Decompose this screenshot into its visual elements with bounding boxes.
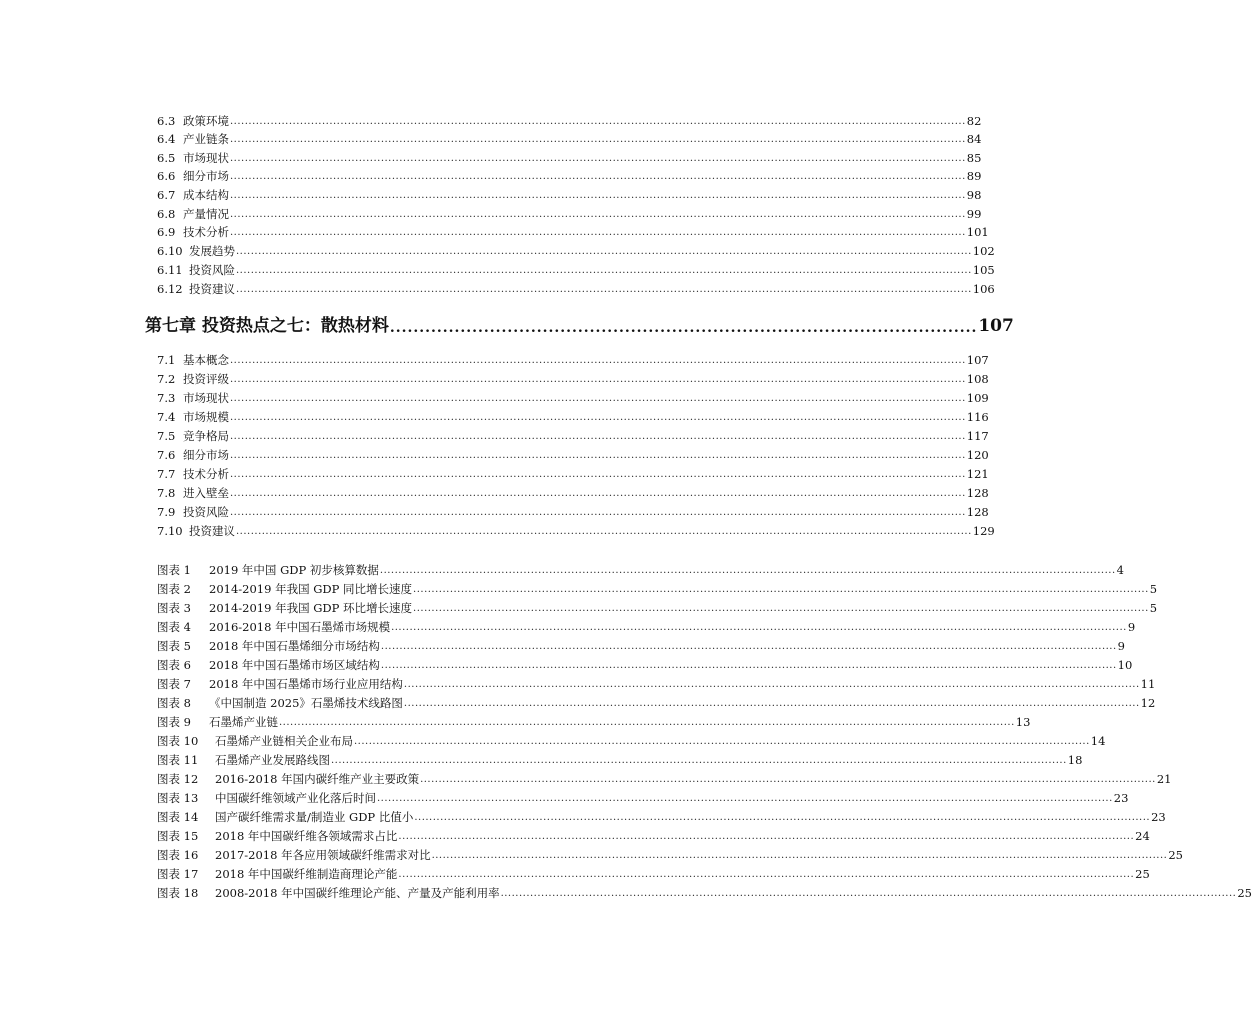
toc-page-number: 99 — [966, 207, 982, 221]
toc-page-number: 105 — [972, 263, 995, 277]
toc-leader-dots: ........................................................................................................................................................................................................ — [230, 209, 966, 220]
toc-entry-7-4[interactable] — [157, 407, 989, 425]
toc-leader-dots: ........................................................................................................................................................................................................ — [236, 246, 972, 257]
toc-page-number: 25 — [1168, 848, 1183, 862]
toc-page-number: 4 — [1116, 563, 1124, 577]
toc-leader-dots: ........................................................................................................................................................................................................ — [236, 284, 972, 295]
toc-leader-dots: ........................................................................................................................................................................................................ — [230, 355, 966, 366]
toc-page-number: 25 — [1135, 867, 1150, 881]
toc-entry-label: 6.8 产量情况 — [157, 207, 229, 221]
toc-leader-dots: ........................................................................................................................................................................................................ — [403, 679, 1140, 690]
figure-entry-label: 图表 3 2014-2019 年我国 GDP 环比增长速度 — [157, 601, 413, 615]
toc-leader-dots: ........................................................................................................................................................................................................ — [230, 412, 966, 423]
toc-page-number: 128 — [966, 505, 989, 519]
toc-leader-dots: ........................................................................................................................................................................................................ — [413, 584, 1149, 595]
toc-leader-dots: .................................................................................................... — [389, 320, 978, 336]
toc-entry-label: 6.11 投资风险 — [157, 263, 235, 277]
figure-entry-label: 图表 15 2018 年中国碳纤维各领域需求占比 — [157, 829, 398, 843]
toc-entry-label: 6.10 发展趋势 — [157, 244, 235, 258]
toc-leader-dots: ........................................................................................................................................................................................................ — [230, 116, 966, 127]
toc-entry-7-7[interactable] — [157, 464, 989, 482]
toc-page-number: 117 — [966, 429, 989, 443]
toc-leader-dots: ........................................................................................................................................................................................................ — [413, 603, 1149, 614]
toc-entry-label: 7.5 竞争格局 — [157, 429, 229, 443]
figure-entry-label: 图表 5 2018 年中国石墨烯细分市场结构 — [157, 639, 380, 653]
toc-leader-dots: ........................................................................................................................................................................................................ — [331, 755, 1067, 766]
figure-entry-label: 图表 1 2019 年中国 GDP 初步核算数据 — [157, 563, 379, 577]
toc-entry-7-6[interactable] — [157, 445, 989, 463]
toc-page-number: 84 — [966, 132, 982, 146]
figure-entry-1[interactable] — [157, 560, 1124, 578]
toc-page-number: 107 — [966, 353, 989, 367]
figure-entry-16[interactable] — [157, 845, 1183, 863]
figure-entry-label: 图表 17 2018 年中国碳纤维制造商理论产能 — [157, 867, 398, 881]
toc-page-number: 9 — [1117, 639, 1125, 653]
figure-entry-label: 图表 9 石墨烯产业链 — [157, 715, 278, 729]
figure-entry-label: 图表 14 国产碳纤维需求量/制造业 GDP 比值小 — [157, 810, 414, 824]
toc-entry-7-1[interactable] — [157, 350, 989, 368]
toc-entry-label: 7.4 市场规模 — [157, 410, 229, 424]
toc-entry-7-3[interactable] — [157, 388, 989, 406]
figure-entry-label: 图表 11 石墨烯产业发展路线图 — [157, 753, 330, 767]
toc-page-number: 106 — [972, 282, 995, 296]
toc-page-number: 116 — [966, 410, 989, 424]
toc-page-number: 25 — [1237, 886, 1252, 900]
toc-entry-label: 6.7 成本结构 — [157, 188, 229, 202]
toc-entry-label: 6.6 细分市场 — [157, 169, 229, 183]
toc-entry-6-4[interactable] — [157, 129, 982, 147]
toc-leader-dots: ........................................................................................................................................................................................................ — [230, 393, 966, 404]
toc-leader-dots: ........................................................................................................................................................................................................ — [398, 831, 1135, 842]
toc-page-number: 11 — [1140, 677, 1156, 691]
toc-leader-dots: ........................................................................................................................................................................................................ — [230, 488, 966, 499]
toc-leader-dots: ........................................................................................................................................................................................................ — [230, 507, 966, 518]
figure-entry-2[interactable] — [157, 579, 1158, 597]
toc-page-number: 120 — [966, 448, 989, 462]
toc-page-number: 10 — [1117, 658, 1133, 672]
toc-entry-6-6[interactable] — [157, 166, 982, 184]
toc-page-number: 102 — [972, 244, 995, 258]
toc-leader-dots: ........................................................................................................................................................................................................ — [377, 793, 1113, 804]
toc-page-number: 21 — [1156, 772, 1172, 786]
toc-page-number: 82 — [966, 114, 982, 128]
toc-entry-label: 7.9 投资风险 — [157, 505, 229, 519]
figure-entry-label: 图表 10 石墨烯产业链相关企业布局 — [157, 734, 353, 748]
toc-page-number: 85 — [966, 151, 982, 165]
toc-page-number: 109 — [966, 391, 989, 405]
toc-page-number: 107 — [978, 316, 1014, 336]
toc-page-number: 108 — [966, 372, 989, 386]
toc-leader-dots: ........................................................................................................................................................................................................ — [398, 869, 1135, 880]
toc-page-number: 14 — [1090, 734, 1106, 748]
toc-entry-6-3[interactable] — [157, 111, 982, 129]
toc-entry-label: 7.3 市场现状 — [157, 391, 229, 405]
toc-leader-dots: ........................................................................................................................................................................................................ — [230, 134, 966, 145]
toc-leader-dots: ........................................................................................................................................................................................................ — [230, 431, 966, 442]
figure-entry-5[interactable] — [157, 636, 1125, 654]
toc-entry-label: 7.6 细分市场 — [157, 448, 229, 462]
figure-entry-label: 图表 7 2018 年中国石墨烯市场行业应用结构 — [157, 677, 403, 691]
toc-page-number: 18 — [1067, 753, 1083, 767]
toc-entry-6-12[interactable] — [157, 279, 995, 297]
figure-entry-4[interactable] — [157, 617, 1136, 635]
figure-entry-7[interactable] — [157, 674, 1156, 692]
figure-entry-17[interactable] — [157, 864, 1150, 882]
toc-page-number: 98 — [966, 188, 982, 202]
figure-entry-18[interactable] — [157, 883, 1252, 901]
toc-page-number: 5 — [1149, 601, 1158, 615]
toc-entry-label: 6.3 政策环境 — [157, 114, 229, 128]
toc-entry-label: 7.7 技术分析 — [157, 467, 229, 481]
figure-entry-11[interactable] — [157, 750, 1083, 768]
figure-entry-label: 图表 2 2014-2019 年我国 GDP 同比增长速度 — [157, 582, 413, 596]
chapter-title: 第七章 投资热点之七：散热材料 — [145, 316, 389, 336]
figure-entry-label: 图表 18 2008-2018 年中国碳纤维理论产能、产量及产能利用率 — [157, 886, 500, 900]
toc-leader-dots: ........................................................................................................................................................................................................ — [230, 153, 966, 164]
figure-entry-8[interactable] — [157, 693, 1156, 711]
toc-leader-dots: ........................................................................................................................................................................................................ — [236, 265, 972, 276]
toc-entry-7-8[interactable] — [157, 483, 989, 501]
toc-entry-6-9[interactable] — [157, 222, 989, 240]
toc-leader-dots: ........................................................................................................................................................................................................ — [431, 850, 1168, 861]
toc-entry-6-11[interactable] — [157, 260, 995, 278]
toc-page-number: 101 — [966, 225, 989, 239]
toc-leader-dots: ........................................................................................................................................................................................................ — [379, 565, 1116, 576]
toc-page-number: 5 — [1149, 582, 1158, 596]
toc-leader-dots: ........................................................................................................................................................................................................ — [354, 736, 1090, 747]
figure-entry-label: 图表 12 2016-2018 年国内碳纤维产业主要政策 — [157, 772, 420, 786]
toc-entry-label: 6.4 产业链条 — [157, 132, 229, 146]
figure-entry-6[interactable] — [157, 655, 1133, 673]
toc-leader-dots: ........................................................................................................................................................................................................ — [230, 190, 966, 201]
toc-entry-7-9[interactable] — [157, 502, 989, 520]
figure-entry-label: 图表 16 2017-2018 年各应用领域碳纤维需求对比 — [157, 848, 431, 862]
toc-page-number: 9 — [1127, 620, 1136, 634]
figure-entry-label: 图表 6 2018 年中国石墨烯市场区域结构 — [157, 658, 380, 672]
toc-entry-label: 7.2 投资评级 — [157, 372, 229, 386]
toc-leader-dots: ........................................................................................................................................................................................................ — [414, 812, 1151, 823]
figure-entry-label: 图表 4 2016-2018 年中国石墨烯市场规模 — [157, 620, 391, 634]
toc-chapter-7[interactable] — [145, 313, 1014, 337]
figure-entry-label: 图表 13 中国碳纤维领域产业化落后时间 — [157, 791, 376, 805]
toc-page-number: 121 — [966, 467, 989, 481]
toc-entry-6-10[interactable] — [157, 241, 995, 259]
toc-entry-label: 6.9 技术分析 — [157, 225, 229, 239]
figure-entry-14[interactable] — [157, 807, 1166, 825]
toc-leader-dots: ........................................................................................................................................................................................................ — [500, 888, 1237, 899]
toc-leader-dots: ........................................................................................................................................................................................................ — [380, 660, 1117, 671]
toc-entry-label: 6.12 投资建议 — [157, 282, 235, 296]
toc-leader-dots: ........................................................................................................................................................................................................ — [403, 698, 1140, 709]
toc-leader-dots: ........................................................................................................................................................................................................ — [380, 641, 1117, 652]
figure-entry-13[interactable] — [157, 788, 1129, 806]
toc-leader-dots: ........................................................................................................................................................................................................ — [420, 774, 1156, 785]
figure-entry-9[interactable] — [157, 712, 1031, 730]
toc-leader-dots: ........................................................................................................................................................................................................ — [391, 622, 1127, 633]
figure-entry-12[interactable] — [157, 769, 1172, 787]
toc-leader-dots: ........................................................................................................................................................................................................ — [236, 526, 972, 537]
toc-page-number: 89 — [966, 169, 982, 183]
toc-entry-7-5[interactable] — [157, 426, 989, 444]
toc-entry-6-5[interactable] — [157, 148, 982, 166]
toc-leader-dots: ........................................................................................................................................................................................................ — [230, 450, 966, 461]
toc-entry-label: 7.10 投资建议 — [157, 524, 235, 538]
toc-page-number: 23 — [1113, 791, 1129, 805]
toc-entry-6-8[interactable] — [157, 204, 982, 222]
toc-page-number: 13 — [1015, 715, 1031, 729]
toc-entry-label: 7.8 进入壁垒 — [157, 486, 229, 500]
toc-entry-label: 6.5 市场现状 — [157, 151, 229, 165]
toc-entry-7-2[interactable] — [157, 369, 989, 387]
figure-entry-15[interactable] — [157, 826, 1150, 844]
toc-page-number: 12 — [1140, 696, 1156, 710]
figure-entry-10[interactable] — [157, 731, 1106, 749]
toc-entry-6-7[interactable] — [157, 185, 982, 203]
figure-entry-label: 图表 8 《中国制造 2025》石墨烯技术线路图 — [157, 696, 403, 710]
toc-page-number: 129 — [972, 524, 995, 538]
toc-leader-dots: ........................................................................................................................................................................................................ — [279, 717, 1015, 728]
toc-leader-dots: ........................................................................................................................................................................................................ — [230, 374, 966, 385]
toc-leader-dots: ........................................................................................................................................................................................................ — [230, 227, 966, 238]
toc-page-number: 23 — [1151, 810, 1166, 824]
toc-entry-7-10[interactable] — [157, 521, 995, 539]
toc-page-number: 128 — [966, 486, 989, 500]
toc-leader-dots: ........................................................................................................................................................................................................ — [230, 171, 966, 182]
toc-page-number: 24 — [1135, 829, 1150, 843]
toc-leader-dots: ........................................................................................................................................................................................................ — [230, 469, 966, 480]
toc-entry-label: 7.1 基本概念 — [157, 353, 229, 367]
figure-entry-3[interactable] — [157, 598, 1158, 616]
